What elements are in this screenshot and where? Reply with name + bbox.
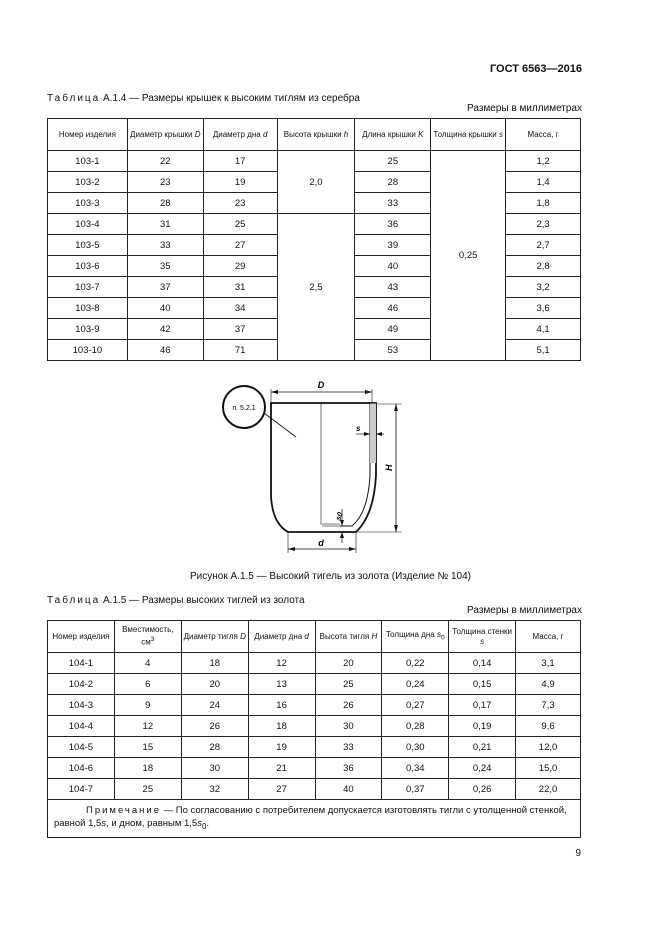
- table-row: 103-2 23 19 28 1,4: [48, 172, 581, 193]
- callout-leader: [264, 413, 296, 437]
- height-group-2: 2,5: [277, 214, 355, 361]
- table2-header-diameter: Диаметр тигля D: [181, 621, 248, 653]
- table-row: 104-6 18 30 21 36 0,34 0,24 15,0: [48, 758, 581, 779]
- table-row: 103-4 31 25 2,5 36 2,3: [48, 214, 581, 235]
- label-s: s: [356, 424, 361, 433]
- callout-text: п. 5.2.1: [232, 405, 256, 412]
- table1-header-thickness: Толщина крышки s: [431, 119, 506, 151]
- table1-caption-prefix: Таблица: [47, 93, 101, 104]
- table2-header-bottom-thickness: Толщина дна $s_0$: [382, 621, 449, 653]
- table1-header-height: Высота крышки h: [277, 119, 355, 151]
- table-row: 104-5 15 28 19 33 0,30 0,21 12,0: [48, 737, 581, 758]
- table1-header-number: Номер изделия: [48, 119, 128, 151]
- table2-header-bottom-diameter: Диаметр дна d: [248, 621, 315, 653]
- height-group-1: 2,0: [277, 151, 355, 214]
- table1-caption: [47, 93, 360, 104]
- table-row: 103-3 28 23 33 1,8: [48, 193, 581, 214]
- table2-caption: [47, 595, 305, 606]
- table-crucibles: [47, 620, 581, 838]
- table-row: 103-7 37 31 43 3,2: [48, 277, 581, 298]
- page-number: 9: [575, 848, 581, 859]
- table-row: 103-1 22 17 2,0 25 0,25 1,2: [48, 151, 581, 172]
- table-row: 103-5 33 27 39 2,7: [48, 235, 581, 256]
- label-D: D: [317, 380, 325, 390]
- label-H: H: [384, 464, 394, 471]
- label-d: d: [318, 538, 324, 548]
- label-s0: s0: [333, 510, 345, 522]
- table-row: 104-7 25 32 27 40 0,37 0,26 22,0: [48, 779, 581, 800]
- table2-header-capacity: Вместимость, $см^3$: [114, 621, 181, 653]
- crucible-outline: [271, 403, 376, 532]
- figure-caption: Рисунок А.1.5 — Высокий тигель из золота (Изделие № 104): [190, 571, 471, 582]
- thickness-merged: 0,25: [431, 151, 506, 361]
- table1-header-bottom-diameter: Диаметр дна d: [203, 119, 277, 151]
- table-row: 103-9 42 37 49 4,1: [48, 319, 581, 340]
- document-code: ГОСТ 6563—2016: [489, 63, 582, 75]
- table1-header-row: [48, 119, 581, 151]
- table-row: 103-10 46 71 53 5,1: [48, 340, 581, 361]
- table-note: Примечание — По согласованию с потребителем допускается изготовлять тигли с утолщенной стенкой, равной 1,5s, и дном, равным $1,5s_0$.: [48, 800, 581, 838]
- table2-header-wall-thickness: Толщина стенки s: [449, 621, 516, 653]
- table2-caption-prefix: Таблица: [47, 595, 101, 606]
- table-row: 103-8 40 34 46 3,6: [48, 298, 581, 319]
- table2-header-height: Высота тигля H: [315, 621, 382, 653]
- crucible-drawing: [210, 375, 440, 555]
- table-row: 104-2 6 20 13 25 0,24 0,15 4,9: [48, 674, 581, 695]
- table-row: 104-1 4 18 12 20 0,22 0,14 3,1: [48, 653, 581, 674]
- table-lids: [47, 118, 581, 361]
- table1-header-mass: Масса, г: [506, 119, 581, 151]
- table1-header-length: Длина крышки K: [355, 119, 431, 151]
- table-row: 104-3 9 24 16 26 0,27 0,17 7,3: [48, 695, 581, 716]
- table1-header-diameter: Диаметр крышки D: [127, 119, 203, 151]
- table1-caption-text: А.1.4 — Размеры крышек к высоким тиглям из серебра: [100, 93, 360, 104]
- table-row: 104-4 12 26 18 30 0,28 0,19 9,6: [48, 716, 581, 737]
- table-note-row: [48, 800, 581, 838]
- table1-units: Размеры в миллиметрах: [467, 103, 582, 114]
- table2-header-row: [48, 621, 581, 653]
- crucible-inner-wall: [322, 403, 370, 526]
- table2-header-mass: Масса, г: [516, 621, 581, 653]
- table2-caption-text: А.1.5 — Размеры высоких тиглей из золота: [100, 595, 305, 606]
- note-prefix: Примечание: [86, 805, 161, 816]
- table-row: 103-6 35 29 40 2,8: [48, 256, 581, 277]
- table2-units: Размеры в миллиметрах: [467, 605, 582, 616]
- table2-header-number: Номер изделия: [48, 621, 115, 653]
